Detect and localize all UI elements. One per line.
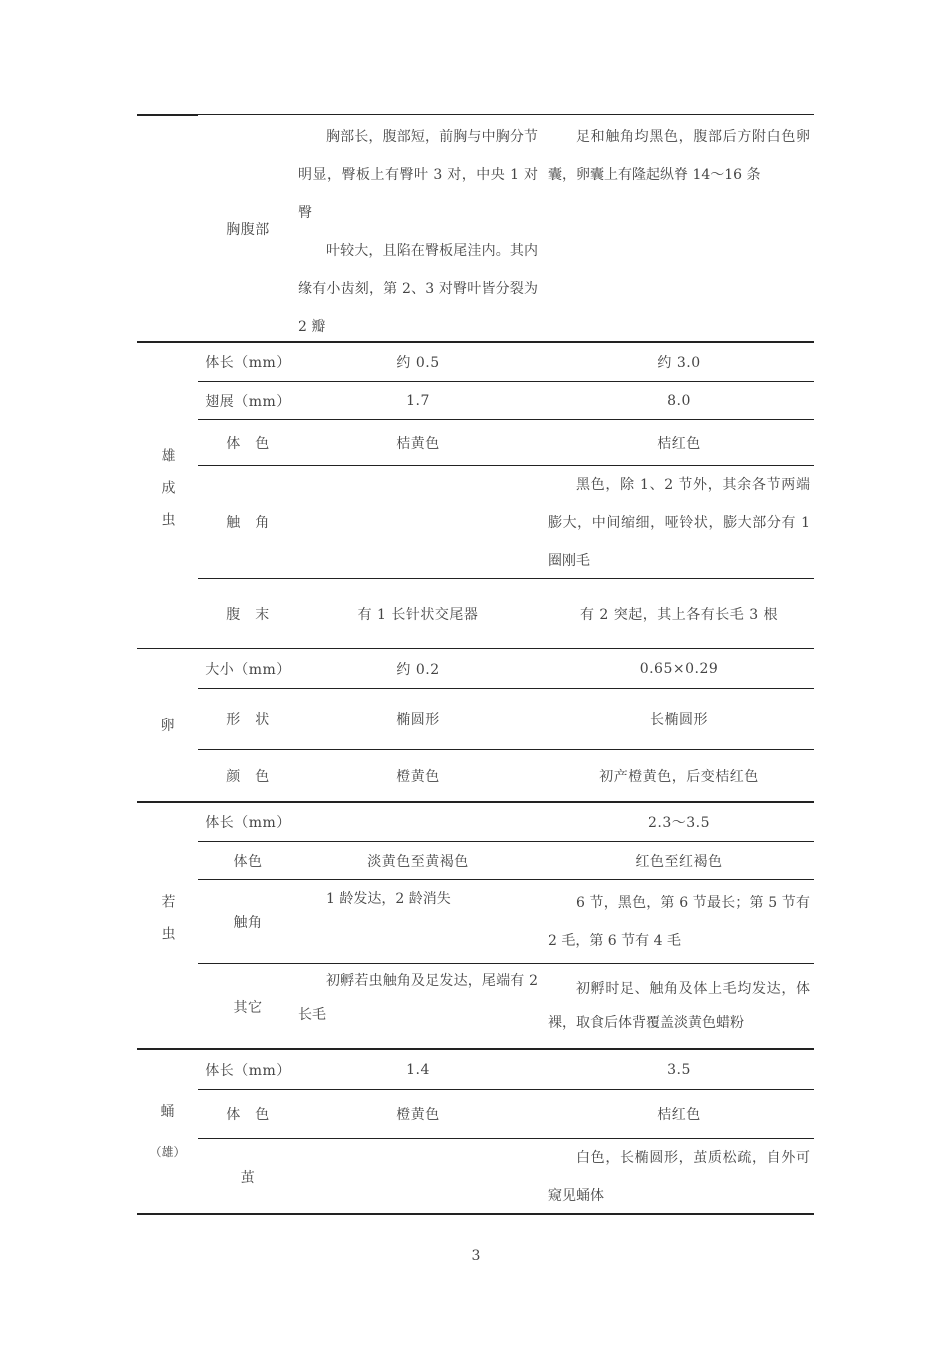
- male-row-label: 腹 末: [226, 606, 270, 623]
- male-row-label: 触 角: [226, 515, 270, 531]
- thorax-description-col4: [548, 118, 810, 194]
- egg-row-label: 颜 色: [226, 769, 270, 785]
- egg-row-value-b: 0.65×0.29: [639, 660, 719, 677]
- nymph-label-text: 若虫: [159, 894, 176, 958]
- thorax-label: 胸腹部: [226, 222, 270, 238]
- egg-row-value-b: 长椭圆形: [650, 712, 708, 728]
- pupa-row-value-b: 桔红色: [657, 1107, 701, 1123]
- male-row-value-b: 有 2 突起，其上各有长毛 3 根: [579, 606, 779, 623]
- male-row-label: 翅展（mm）: [205, 393, 291, 410]
- pupa-row-value-a: [298, 1139, 538, 1214]
- nymph-row-value-a: 初孵若虫触角及足发达，尾端有 2 长毛: [298, 973, 538, 1023]
- pupa-row-value-a: 橙黄色: [396, 1107, 440, 1123]
- nymph-group-label: [137, 803, 198, 1049]
- pupa-group-label: [137, 1050, 198, 1213]
- male-row-value-a: 约 0.5: [396, 355, 440, 371]
- pupa-label-main: 蛹: [160, 1103, 175, 1120]
- male-adult-group-label: [137, 343, 198, 648]
- pupa-row-value-b: 3.5: [667, 1061, 691, 1078]
- nymph-row-value-b: 初孵时足、触角及体上毛均发达，体裸，取食后体背覆盖淡黄色蜡粉: [548, 981, 810, 1031]
- nymph-row-value-a: 淡黄色至黄褐色: [367, 853, 469, 870]
- nymph-row-value-a: [298, 803, 538, 841]
- nymph-antenna-col4: [548, 884, 810, 960]
- pupa-row-value-b: 白色，长椭圆形，茧质松疏，自外可窥见蛹体: [548, 1150, 810, 1204]
- egg-row-value-b: 初产橙黄色，后变桔红色: [599, 769, 759, 785]
- male-row-value-b: 桔红色: [657, 435, 701, 452]
- nymph-row-label: 触角: [233, 914, 263, 931]
- egg-row-label: 大小（mm）: [205, 661, 291, 678]
- male-row-value-b: 8.0: [667, 392, 691, 409]
- thorax-col4-para1: 足和触角均黑色，腹部后方附白色卵囊，卵囊上有隆起纵脊 14～16 条: [548, 129, 810, 183]
- male-row-value-b: 约 3.0: [657, 355, 701, 371]
- page-number: 3: [471, 1248, 481, 1264]
- male-row-label: 体 色: [226, 435, 270, 452]
- male-antenna-description: [548, 466, 810, 580]
- nymph-row-value-b: 红色至红褐色: [635, 853, 723, 870]
- male-row-value-a: 1.7: [406, 392, 430, 409]
- nymph-row-label: 其它: [233, 999, 263, 1016]
- egg-group-label: 卵: [160, 717, 175, 734]
- nymph-antenna-col3: [298, 880, 538, 918]
- nymph-row-label: 体色: [233, 853, 263, 870]
- nymph-row-value-b: 6 节，黑色，第 6 节最长；第 5 节有 2 毛，第 6 节有 4 毛: [548, 895, 810, 949]
- thorax-description-col3: [298, 118, 538, 346]
- pupa-row-label: 茧: [240, 1169, 256, 1186]
- nymph-other-col3: [298, 964, 538, 1032]
- egg-row-value-a: 椭圆形: [396, 712, 440, 728]
- nymph-row-value-a: 1 龄发达，2 龄消失: [326, 891, 451, 907]
- thorax-col3-para2: 叶较大，且陷在臀板尾洼内。其内缘有小齿刻，第 2、3 对臀叶皆分裂为 2 瓣: [298, 243, 538, 335]
- male-row-label: 体长（mm）: [205, 355, 291, 371]
- thorax-col3-para1: 胸部长，腹部短，前胸与中胸分节明显，臀板上有臀叶 3 对，中央 1 对臀: [298, 129, 538, 221]
- pupa-row-label: 体 色: [226, 1107, 270, 1123]
- pupa-row-label: 体长（mm）: [205, 1062, 291, 1079]
- pupa-cocoon-description: [548, 1139, 810, 1215]
- male-row-value-b: 黑色，除 1、2 节外，其余各节两端膨大，中间缩细，哑铃状，膨大部分有 1 圈刚毛: [548, 477, 810, 569]
- nymph-other-col4: [548, 972, 810, 1040]
- male-row-value-a: 有 1 长针状交尾器: [357, 606, 479, 623]
- male-adult-label-text: 雄成虫: [159, 447, 176, 544]
- nymph-row-value-b: 2.3～3.5: [647, 815, 711, 831]
- top-rule: [198, 114, 814, 115]
- egg-row-label: 形 状: [226, 712, 270, 728]
- male-row-value-a: [298, 466, 538, 578]
- pupa-label-sub: （雄）: [149, 1144, 186, 1159]
- top-rule-stub: [137, 114, 198, 116]
- male-row-value-a: 桔黄色: [396, 435, 440, 452]
- egg-row-value-a: 约 0.2: [396, 661, 440, 678]
- table-bottom-rule: [137, 1213, 814, 1215]
- egg-row-value-a: 橙黄色: [396, 769, 440, 785]
- pupa-row-value-a: 1.4: [406, 1061, 430, 1078]
- nymph-row-label: 体长（mm）: [205, 815, 291, 831]
